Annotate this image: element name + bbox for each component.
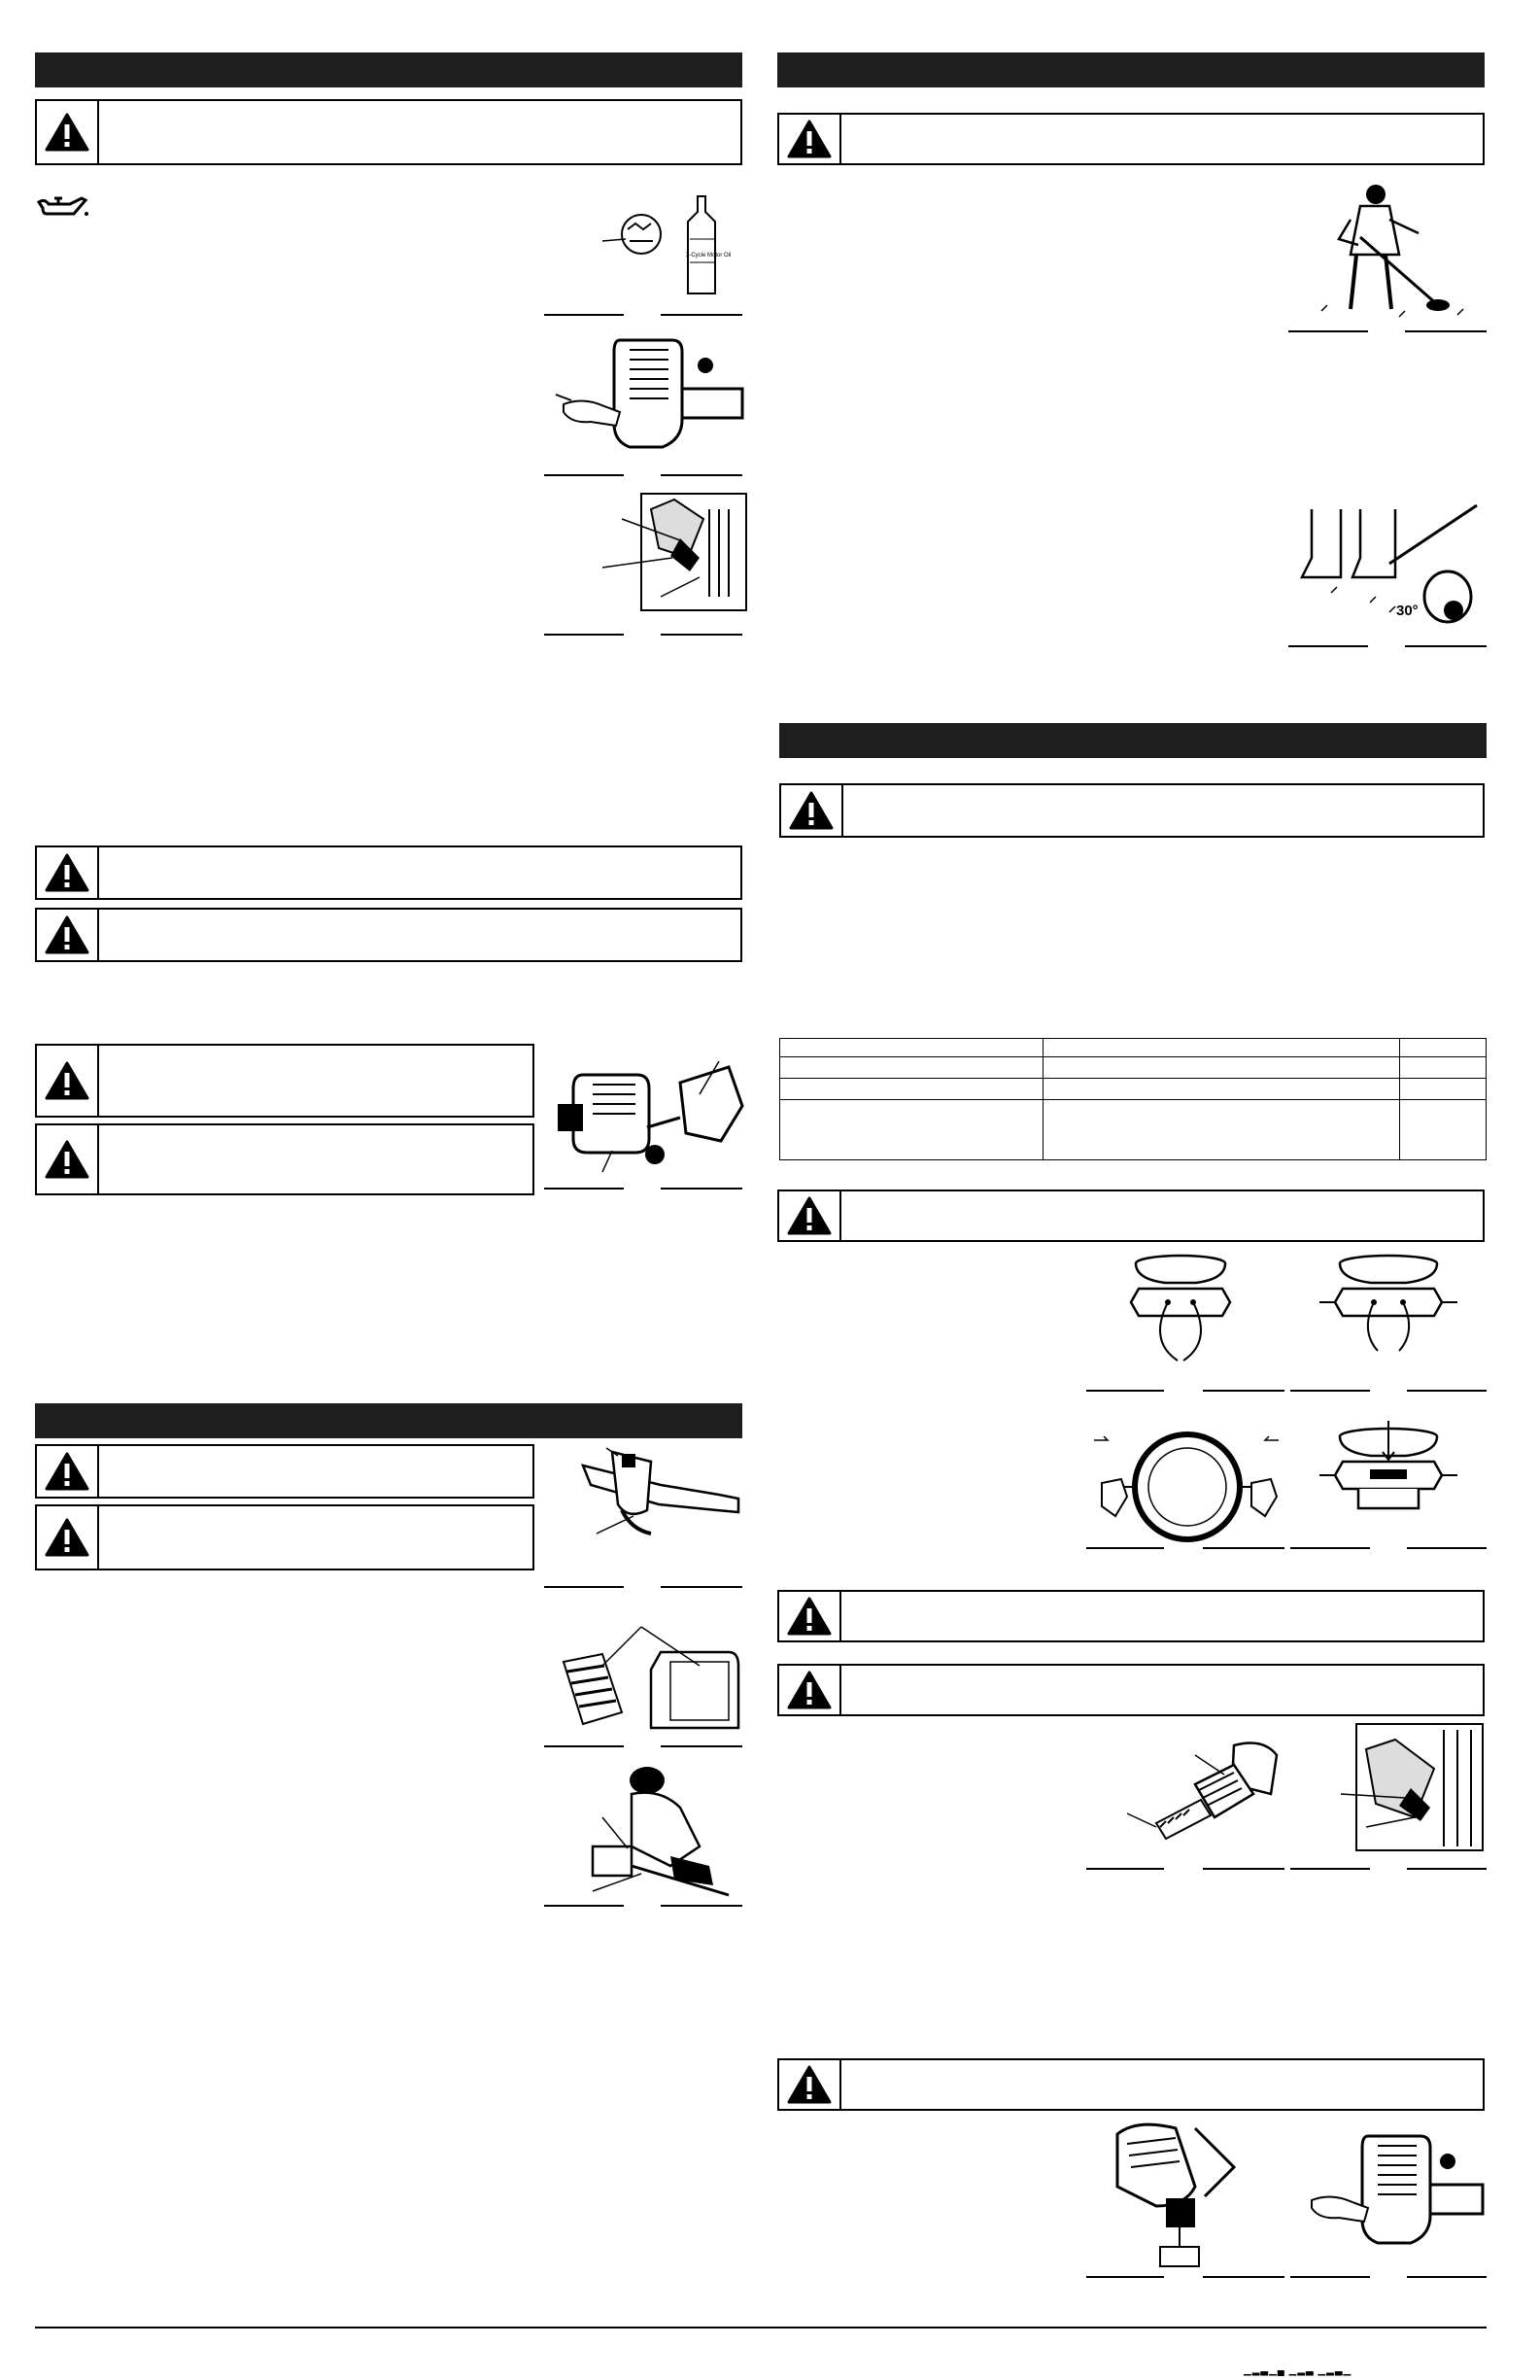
warning-triangle-icon <box>37 1125 99 1193</box>
figure-caption-rule <box>544 1188 624 1190</box>
table-cell <box>1400 1039 1487 1057</box>
figure-operator-kneeling-start <box>564 1759 748 1905</box>
figure-caption-rule <box>661 1188 742 1190</box>
table-cell <box>1400 1079 1487 1100</box>
warning-triangle-icon <box>779 2060 841 2109</box>
figure-spark-plug <box>1117 1726 1292 1862</box>
figure-fuel-can <box>554 1055 748 1182</box>
figure-caption-rule <box>1086 2276 1164 2278</box>
table-cell <box>1044 1039 1400 1057</box>
figure-oil-bottle <box>583 190 748 305</box>
figure-spark-plug-install <box>1327 1720 1487 1856</box>
warning-box-fuel-1 <box>35 99 742 165</box>
figure-caption-rule <box>1290 1868 1370 1870</box>
footer-rule <box>35 2327 1487 2328</box>
figure-caption-rule <box>544 634 624 636</box>
table-cell <box>780 1057 1044 1079</box>
warning-box-trimming <box>777 113 1485 165</box>
figure-caption-rule <box>1407 2276 1487 2278</box>
figure-drain-fuel <box>1098 2115 1273 2270</box>
figure-operator-standing <box>1292 181 1477 327</box>
footer-marks: ▁▂▃▁▄ ▁▂▃ ▁▂▃▁ <box>1244 2365 1352 2376</box>
figure-caption-rule <box>1203 2276 1284 2278</box>
figure-caption-rule <box>1203 1547 1284 1549</box>
figure-caption-rule <box>544 1745 624 1747</box>
oil-can-icon <box>35 194 89 224</box>
figure-caption-rule <box>1407 1868 1487 1870</box>
warning-triangle-icon <box>779 115 841 163</box>
figure-caption-rule <box>1288 330 1368 332</box>
section-bar-trimming <box>777 52 1485 87</box>
figure-caption-rule <box>1290 2276 1370 2278</box>
oil-bottle-label: 2-Cycle Motor Oil <box>686 253 732 259</box>
warning-box-line-replacement <box>777 1190 1485 1242</box>
table-cell <box>1400 1100 1487 1160</box>
warning-box-operation-2 <box>35 1504 534 1570</box>
warning-box-spark-plug-2 <box>777 1664 1485 1716</box>
figure-caption-rule <box>1288 645 1368 647</box>
warning-triangle-icon <box>37 101 99 163</box>
figure-cutting-angle <box>1292 496 1487 632</box>
figure-caption-rule <box>1405 645 1487 647</box>
table-cell <box>1044 1057 1400 1079</box>
warning-box-fuel-3 <box>35 908 742 962</box>
warning-triangle-icon <box>781 785 843 836</box>
figure-caption-rule <box>1086 1868 1164 1870</box>
warning-box-operation-1 <box>35 1444 534 1499</box>
table-cell <box>1044 1079 1400 1100</box>
figure-trimmer-head-3 <box>1316 1417 1461 1543</box>
warning-triangle-icon <box>779 1666 841 1714</box>
figure-caption-rule <box>1203 1390 1284 1392</box>
figure-air-filter <box>544 1623 748 1749</box>
warning-box-maintenance <box>779 783 1485 838</box>
figure-spark-plug-area <box>583 490 748 616</box>
figure-caption-rule <box>661 1745 742 1747</box>
table-cell <box>1400 1057 1487 1079</box>
figure-caption-rule <box>1203 1868 1284 1870</box>
figure-trimmer-head-1 <box>1117 1250 1244 1386</box>
table-cell <box>780 1039 1044 1057</box>
table-cell <box>780 1100 1044 1160</box>
warning-triangle-icon <box>37 910 99 960</box>
warning-triangle-icon <box>37 1506 99 1569</box>
maintenance-schedule-table <box>779 1038 1487 1160</box>
warning-triangle-icon <box>779 1191 841 1240</box>
figure-caption-rule <box>661 1586 742 1588</box>
figure-caption-rule <box>1086 1547 1164 1549</box>
section-bar-maintenance <box>779 723 1487 758</box>
warning-box-refuel-1 <box>35 1044 534 1118</box>
warning-triangle-icon <box>37 847 99 898</box>
figure-caption-rule <box>1086 1390 1164 1392</box>
figure-engine-start <box>1302 2122 1487 2268</box>
warning-triangle-icon <box>37 1046 99 1116</box>
figure-throttle-trigger <box>554 1432 748 1559</box>
table-cell <box>780 1079 1044 1100</box>
warning-box-spark-plug-1 <box>777 1590 1485 1642</box>
warning-triangle-icon <box>779 1592 841 1640</box>
figure-caption-rule <box>1405 330 1487 332</box>
figure-engine-primer <box>554 327 748 472</box>
warning-triangle-icon <box>37 1446 99 1497</box>
figure-caption-rule <box>661 1905 742 1907</box>
figure-caption-rule <box>661 634 742 636</box>
figure-caption-rule <box>1290 1390 1370 1392</box>
figure-caption-rule <box>661 314 742 316</box>
figure-caption-rule <box>1407 1390 1487 1392</box>
cut-angle-label: 30° <box>1396 603 1419 619</box>
figure-trimmer-head-2 <box>1316 1250 1461 1386</box>
figure-caption-rule <box>544 314 624 316</box>
warning-box-refuel-2 <box>35 1123 534 1195</box>
warning-box-storage <box>777 2058 1485 2111</box>
figure-caption-rule <box>544 474 624 476</box>
figure-caption-rule <box>1407 1547 1487 1549</box>
figure-caption-rule <box>1290 1547 1370 1549</box>
figure-line-loop <box>1084 1427 1288 1553</box>
figure-caption-rule <box>544 1586 624 1588</box>
figure-caption-rule <box>544 1905 624 1907</box>
table-cell <box>1044 1100 1400 1160</box>
section-bar-fuel <box>35 52 742 87</box>
figure-caption-rule <box>661 474 742 476</box>
warning-box-fuel-2 <box>35 845 742 900</box>
